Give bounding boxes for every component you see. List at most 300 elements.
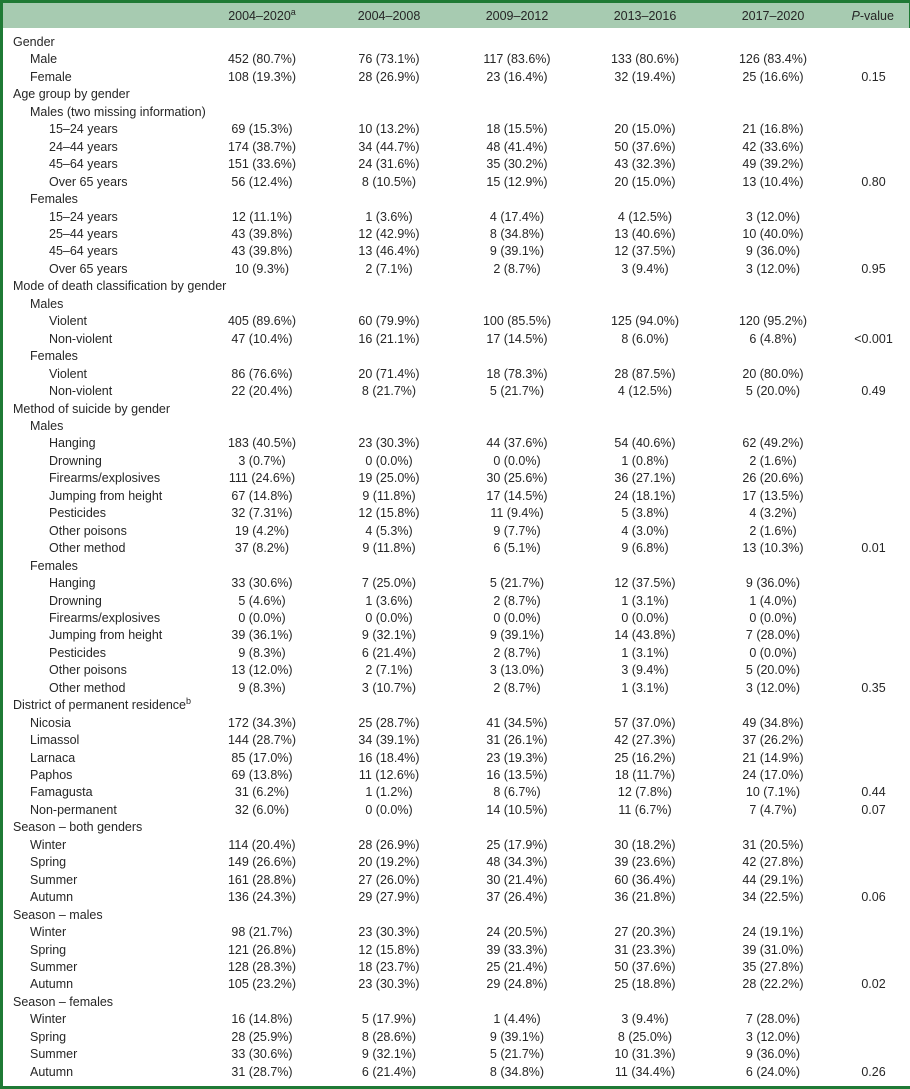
column-header-2013-2016 [581, 3, 709, 28]
row-label [3, 28, 199, 51]
cell-value: 32 (7.31%) [231, 506, 293, 521]
column-header-label: 2004–2008 [357, 8, 421, 23]
row-label-text: Season – females [13, 994, 114, 1009]
cell-value [581, 697, 709, 714]
cell-value: 34 (39.1%) [358, 733, 420, 748]
row-label-text: Limassol [30, 733, 80, 748]
cell-value: 19 (4.2%) [234, 523, 290, 538]
cell-value: 9 (8.3%) [238, 680, 286, 695]
cell-value: 6 (21.4%) [361, 645, 417, 660]
cell-value [709, 278, 837, 295]
table-row [3, 610, 910, 627]
cell-value: 25 (17.9%) [486, 837, 548, 852]
cell-value: 98 (21.7%) [231, 925, 293, 940]
table-row [3, 191, 910, 208]
cell-value: 10 (13.2%) [358, 122, 420, 137]
table-row [3, 802, 910, 819]
row-label [3, 209, 199, 226]
cell-value: 0 (0.0%) [749, 610, 797, 625]
table-row [3, 418, 910, 435]
p-value-cell: 0.95 [861, 261, 886, 276]
cell-value: 9 (32.1%) [361, 1047, 417, 1062]
cell-value: 3 (12.0%) [745, 1029, 801, 1044]
cell-value: 120 (95.2%) [738, 314, 808, 329]
row-label-text: Spring [30, 1029, 67, 1044]
row-label [3, 366, 199, 383]
cell-value [199, 418, 325, 435]
table-row [3, 331, 910, 348]
cell-value: 17 (13.5%) [742, 488, 804, 503]
cell-value: 9 (11.8%) [362, 488, 416, 503]
p-value-cell [837, 209, 910, 226]
cell-value: 50 (37.6%) [614, 139, 676, 154]
cell-value: 29 (24.8%) [486, 977, 548, 992]
cell-value: 1 (3.1%) [621, 645, 669, 660]
table-row [3, 278, 910, 295]
cell-value: 2 (7.1%) [365, 663, 413, 678]
cell-value: 21 (14.9%) [742, 750, 804, 765]
cell-value [709, 191, 837, 208]
p-value-cell [837, 191, 910, 208]
cell-value: 48 (41.4%) [486, 139, 548, 154]
cell-value: 13 (12.0%) [231, 663, 293, 678]
row-label [3, 819, 199, 836]
cell-value: 20 (19.2%) [358, 855, 420, 870]
row-label-text: Age group by gender [13, 87, 130, 102]
footnote-marker-b: b [186, 696, 192, 707]
table-row [3, 662, 910, 679]
table-row [3, 470, 910, 487]
cell-value: 8 (10.5%) [361, 174, 417, 189]
cell-value: 25 (16.2%) [614, 750, 676, 765]
cell-value: 105 (23.2%) [227, 977, 297, 992]
column-header-label: 2004–2020 [228, 8, 291, 23]
cell-value: 47 (10.4%) [231, 331, 293, 346]
cell-value [453, 86, 581, 103]
cell-value: 60 (79.9%) [358, 314, 420, 329]
cell-value: 10 (7.1%) [745, 785, 801, 800]
cell-value: 12 (15.8%) [358, 506, 420, 521]
cell-value [453, 104, 581, 121]
cell-value [453, 191, 581, 208]
cell-value [581, 296, 709, 313]
table-row [3, 383, 910, 400]
p-value-cell [837, 558, 910, 575]
cell-value: 56 (12.4%) [231, 174, 293, 189]
cell-value: 12 (7.8%) [617, 785, 673, 800]
table-row [3, 313, 910, 330]
cell-value [453, 401, 581, 418]
row-label [3, 994, 199, 1011]
cell-value [325, 697, 453, 714]
cell-value: 8 (34.8%) [489, 226, 545, 241]
cell-value: 8 (34.8%) [489, 1064, 545, 1079]
p-value-cell: 0.06 [861, 890, 886, 905]
cell-value: 39 (33.3%) [486, 942, 548, 957]
header-row [3, 3, 910, 28]
cell-value: 452 (80.7%) [227, 52, 297, 67]
cell-value: 12 (37.5%) [614, 576, 676, 591]
cell-value: 24 (18.1%) [614, 488, 676, 503]
cell-value: 5 (20.0%) [745, 384, 801, 399]
cell-value: 172 (34.3%) [227, 715, 297, 730]
cell-value [199, 819, 325, 836]
p-value-cell [837, 854, 910, 871]
cell-value: 6 (21.4%) [361, 1064, 417, 1079]
cell-value: 5 (21.7%) [489, 384, 545, 399]
cell-value: 1 (3.6%) [365, 209, 413, 224]
row-label-text: Spring [30, 942, 67, 957]
table-row [3, 505, 910, 522]
p-value-cell [837, 1029, 910, 1046]
cell-value [325, 28, 453, 51]
cell-value [199, 697, 325, 714]
cell-value: 44 (37.6%) [486, 436, 548, 451]
cell-value: 28 (26.9%) [358, 69, 420, 84]
table-row [3, 558, 910, 575]
cell-value [199, 907, 325, 924]
cell-value: 117 (83.6%) [483, 52, 551, 67]
p-value-cell [837, 488, 910, 505]
row-label-text: Females [30, 558, 78, 573]
cell-value: 9 (39.1%) [489, 244, 545, 259]
cell-value [325, 994, 453, 1011]
row-label-text: District of permanent residence [13, 698, 186, 713]
cell-value: 174 (38.7%) [227, 139, 297, 154]
p-value-cell [837, 924, 910, 941]
p-value-cell [837, 837, 910, 854]
cell-value [709, 994, 837, 1011]
cell-value: 43 (39.8%) [231, 244, 293, 259]
table-row [3, 994, 910, 1011]
cell-value [581, 86, 709, 103]
p-value-cell [837, 156, 910, 173]
row-label [3, 69, 199, 86]
cell-value: 1 (4.0%) [749, 593, 797, 608]
row-label-text: Jumping from height [49, 628, 163, 643]
cell-value: 17 (14.5%) [486, 331, 548, 346]
row-label-text: Pesticides [49, 645, 106, 660]
table-row [3, 784, 910, 801]
cell-value [199, 28, 325, 51]
p-value-cell: 0.01 [861, 541, 886, 556]
cell-value [453, 296, 581, 313]
row-label [3, 1046, 199, 1063]
cell-value: 4 (3.2%) [749, 506, 797, 521]
cell-value: 114 (20.4%) [228, 837, 296, 852]
cell-value [709, 104, 837, 121]
row-label [3, 593, 199, 610]
cell-value [709, 819, 837, 836]
cell-value: 34 (44.7%) [358, 139, 420, 154]
table-row [3, 837, 910, 854]
row-label-text: Over 65 years [49, 261, 128, 276]
p-value-cell: 0.26 [861, 1064, 886, 1079]
cell-value: 405 (89.6%) [227, 314, 297, 329]
cell-value: 161 (28.8%) [227, 872, 297, 887]
cell-value: 20 (71.4%) [358, 366, 420, 381]
row-label [3, 784, 199, 801]
cell-value: 30 (25.6%) [486, 471, 548, 486]
row-label [3, 715, 199, 732]
table-row [3, 121, 910, 138]
p-value-cell: 0.44 [861, 785, 886, 800]
p-value-cell [837, 418, 910, 435]
p-value-cell [837, 575, 910, 592]
p-value-cell [837, 453, 910, 470]
cell-value: 136 (24.3%) [227, 890, 297, 905]
cell-value: 2 (1.6%) [749, 523, 797, 538]
row-label-text: Other poisons [49, 663, 127, 678]
p-value-cell [837, 732, 910, 749]
cell-value: 0 (0.0%) [365, 802, 413, 817]
row-label [3, 662, 199, 679]
cell-value: 36 (27.1%) [614, 471, 676, 486]
p-value-cell [837, 959, 910, 976]
cell-value: 18 (23.7%) [358, 960, 420, 975]
table-row [3, 924, 910, 941]
table-row [3, 1011, 910, 1028]
p-value-rest: -value [859, 8, 894, 23]
p-value-cell [837, 313, 910, 330]
cell-value: 9 (32.1%) [361, 628, 417, 643]
row-label [3, 243, 199, 260]
row-label-text: Firearms/explosives [49, 610, 161, 625]
row-label-text: Famagusta [30, 785, 93, 800]
cell-value: 23 (19.3%) [486, 750, 548, 765]
column-header-label: 2009–2012 [485, 8, 549, 23]
cell-value: 9 (36.0%) [745, 244, 801, 259]
cell-value: 23 (16.4%) [486, 69, 548, 84]
cell-value [581, 819, 709, 836]
p-value-cell [837, 401, 910, 418]
table-row [3, 767, 910, 784]
row-label [3, 348, 199, 365]
cell-value: 4 (12.5%) [617, 384, 673, 399]
cell-value: 8 (21.7%) [361, 384, 417, 399]
cell-value: 5 (21.7%) [489, 1047, 545, 1062]
row-label-text: Non-violent [49, 384, 113, 399]
cell-value [325, 278, 453, 295]
cell-value: 2 (1.6%) [749, 453, 797, 468]
row-label-text: Drowning [49, 593, 102, 608]
cell-value [199, 296, 325, 313]
cell-value: 6 (4.8%) [749, 331, 797, 346]
cell-value [325, 104, 453, 121]
cell-value [325, 418, 453, 435]
cell-value: 21 (16.8%) [742, 122, 804, 137]
cell-value: 100 (85.5%) [482, 314, 552, 329]
cell-value: 16 (13.5%) [486, 768, 548, 783]
cell-value [199, 558, 325, 575]
row-label [3, 1029, 199, 1046]
table-row [3, 1029, 910, 1046]
row-label [3, 942, 199, 959]
cell-value: 125 (94.0%) [610, 314, 680, 329]
table-row [3, 540, 910, 557]
row-label-text: Nicosia [30, 715, 71, 730]
p-value-cell [837, 819, 910, 836]
cell-value: 4 (3.0%) [621, 523, 669, 538]
cell-value: 0 (0.0%) [365, 453, 413, 468]
cell-value: 25 (21.4%) [486, 960, 548, 975]
cell-value: 23 (30.3%) [358, 436, 420, 451]
cell-value: 1 (0.8%) [621, 453, 669, 468]
p-value-cell [837, 278, 910, 295]
cell-value: 49 (39.2%) [742, 157, 804, 172]
cell-value: 12 (42.9%) [358, 226, 420, 241]
cell-value [453, 994, 581, 1011]
cell-value: 31 (26.1%) [486, 733, 548, 748]
cell-value: 37 (26.2%) [742, 733, 804, 748]
cell-value: 2 (8.7%) [493, 680, 541, 695]
cell-value [709, 558, 837, 575]
cell-value: 7 (4.7%) [749, 802, 797, 817]
table-row [3, 680, 910, 697]
table-row [3, 104, 910, 121]
p-value-cell [837, 697, 910, 714]
cell-value [199, 104, 325, 121]
cell-value: 20 (15.0%) [614, 122, 676, 137]
cell-value: 8 (25.0%) [617, 1029, 673, 1044]
cell-value: 9 (6.8%) [621, 541, 669, 556]
row-label [3, 174, 199, 191]
cell-value [581, 28, 709, 51]
cell-value: 19 (25.0%) [358, 471, 420, 486]
row-label-text: Summer [30, 1047, 78, 1062]
column-header-2009-2012 [453, 3, 581, 28]
row-label-text: Drowning [49, 453, 102, 468]
cell-value: 2 (8.7%) [493, 645, 541, 660]
cell-value: 54 (40.6%) [614, 436, 676, 451]
cell-value: 26 (20.6%) [742, 471, 804, 486]
cell-value: 111 (24.6%) [228, 471, 296, 486]
row-label-text: Males (two missing information) [30, 104, 206, 119]
row-label [3, 907, 199, 924]
table-row [3, 348, 910, 365]
row-label-text: 15–24 years [49, 122, 118, 137]
row-label-text: Firearms/explosives [49, 471, 161, 486]
cell-value: 3 (12.0%) [745, 261, 801, 276]
row-label [3, 558, 199, 575]
cell-value: 5 (20.0%) [745, 663, 801, 678]
table-row [3, 627, 910, 644]
p-value-cell [837, 767, 910, 784]
row-label-text: Males [30, 418, 64, 433]
cell-value [453, 819, 581, 836]
row-label-text: Other method [49, 541, 126, 556]
cell-value: 28 (26.9%) [358, 837, 420, 852]
row-label [3, 1011, 199, 1028]
cell-value [199, 994, 325, 1011]
cell-value: 20 (80.0%) [742, 366, 804, 381]
cell-value [709, 296, 837, 313]
row-label [3, 505, 199, 522]
table-row [3, 645, 910, 662]
p-value-cell [837, 907, 910, 924]
cell-value: 10 (31.3%) [614, 1047, 676, 1062]
row-label-text: Violent [49, 366, 87, 381]
cell-value: 12 (11.1%) [231, 209, 293, 224]
row-label [3, 627, 199, 644]
row-label-text: Spring [30, 855, 67, 870]
cell-value: 14 (43.8%) [614, 628, 676, 643]
row-label [3, 121, 199, 138]
cell-value: 37 (8.2%) [234, 541, 290, 556]
cell-value [581, 401, 709, 418]
cell-value: 149 (26.6%) [227, 855, 297, 870]
p-value-cell [837, 348, 910, 365]
p-value-cell [837, 366, 910, 383]
row-label [3, 418, 199, 435]
cell-value [199, 348, 325, 365]
p-value-cell [837, 627, 910, 644]
row-label [3, 383, 199, 400]
row-label [3, 680, 199, 697]
cell-value: 1 (4.4%) [493, 1012, 541, 1027]
table-row [3, 139, 910, 156]
cell-value: 133 (80.6%) [610, 52, 680, 67]
p-value-cell [837, 662, 910, 679]
cell-value: 108 (19.3%) [227, 69, 297, 84]
row-label [3, 523, 199, 540]
cell-value [581, 907, 709, 924]
cell-value: 27 (26.0%) [358, 872, 420, 887]
cell-value [581, 191, 709, 208]
cell-value: 60 (36.4%) [614, 872, 676, 887]
cell-value [325, 348, 453, 365]
p-value-cell [837, 593, 910, 610]
cell-value: 10 (40.0%) [742, 226, 804, 241]
cell-value: 2 (8.7%) [493, 593, 541, 608]
row-label-text: Males [30, 296, 64, 311]
row-label [3, 872, 199, 889]
table-row [3, 366, 910, 383]
row-label-text: Season – both genders [13, 820, 143, 835]
cell-value [709, 401, 837, 418]
cell-value: 34 (22.5%) [742, 890, 804, 905]
row-label-text: 15–24 years [49, 209, 118, 224]
row-label-text: Larnaca [30, 750, 76, 765]
cell-value: 7 (25.0%) [361, 576, 417, 591]
table-row [3, 401, 910, 418]
row-label [3, 959, 199, 976]
row-label-text: Hanging [49, 576, 96, 591]
cell-value: 16 (14.8%) [231, 1012, 293, 1027]
cell-value: 9 (11.8%) [362, 541, 416, 556]
row-label-text: Paphos [30, 768, 73, 783]
row-label [3, 86, 199, 103]
cell-value: 31 (23.3%) [614, 942, 676, 957]
row-label [3, 331, 199, 348]
table-row [3, 959, 910, 976]
cell-value: 5 (3.8%) [621, 506, 669, 521]
cell-value: 0 (0.0%) [621, 610, 669, 625]
p-value-cell [837, 28, 910, 51]
column-header-2004-2020 [199, 3, 325, 28]
p-value-cell [837, 470, 910, 487]
p-value-cell [837, 750, 910, 767]
row-label [3, 1064, 199, 1086]
row-label-text: Autumn [30, 890, 74, 905]
row-label-text: Method of suicide by gender [13, 401, 171, 416]
cell-value [325, 558, 453, 575]
cell-value [581, 348, 709, 365]
table-row [3, 1046, 910, 1063]
table-row [3, 488, 910, 505]
p-value-cell [837, 296, 910, 313]
p-value-cell [837, 645, 910, 662]
